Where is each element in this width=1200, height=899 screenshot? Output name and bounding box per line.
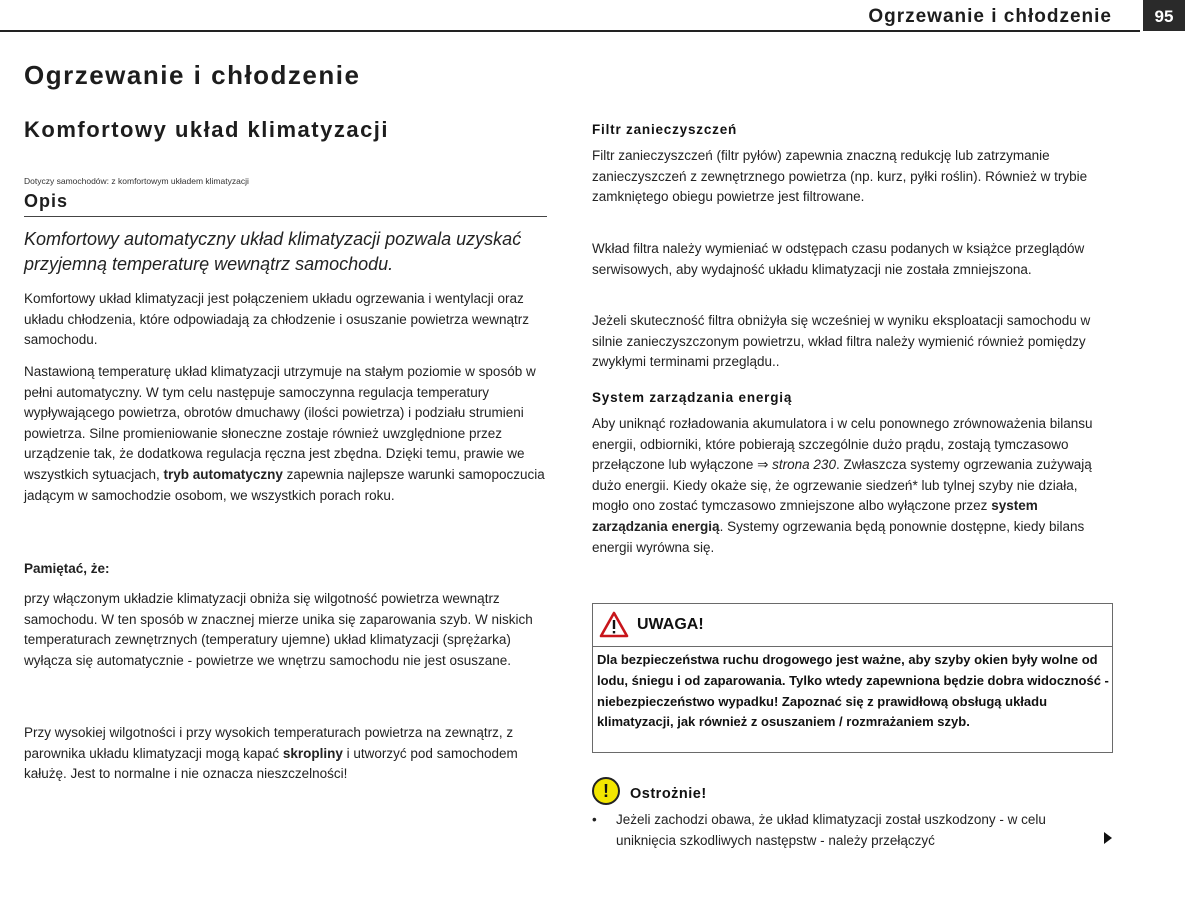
filter-paragraph-3 [592,311,1114,373]
remember-label-block [24,559,547,580]
bullet-dot: • [592,812,597,827]
chapter-title: Ogrzewanie i chłodzenie [24,60,361,90]
paragraph-intro [24,289,547,351]
paragraph-condensate-end: i utworzyć pod samochodem kałużę. Jest to normalne i nie oznacza nieszczelności! [24,745,518,782]
caution-bullet-text: Jeżeli zachodzi obawa, że układ klimatyzacji został uszkodzony - w celu uniknięcia szkodliwych następstw - należy przełączyć [616,812,1046,848]
filter-heading: Filtr zanieczyszczeń [592,122,738,137]
paragraph-humidity-text: przy włączonym układzie klimatyzacji obniża się wilgotność powietrza wewnątrz samochodu. W ten sposób w znacznej mierze unika się zaparowania szyb. W niskich temperaturach zewnętrznych (temperatury ujemne) układ klimatyzacji (sprężarka) wyłącza się automatycznie - powietrze we wnętrzu samochodu nie jest osuszane. [24,591,533,668]
lead-paragraph: Komfortowy automatyczny układ klimatyzacji pozwala uzyskać przyjemną temperaturę wewnątrz samochodu. [24,229,522,274]
energy-text-1: Aby uniknąć rozładowania akumulatora i w celu ponownego zrównoważenia bilansu energii, odbiorniki, które pobierają szczególnie dużo prądu, zostają tymczasowo przełączone lub wyłączone [592,416,1093,473]
remember-label: Pamiętać, że: [24,561,110,576]
paragraph-condensate-text: Przy wysokiej wilgotności i przy wysokich temperaturach powietrza na zewnątrz, z parownika układu klimatyzacji mogą kapać [24,725,514,761]
filter-paragraph-1 [592,146,1114,208]
header-rule [0,30,1140,32]
paragraph-auto-mode-text: Nastawioną temperaturę układ klimatyzacji utrzymuje na stałym poziomie w sposób w pełni automatyczny. W tym celu następuje samoczynna regulacja temperatury wypływającego powietrza, obrotów dmuchawy (ilości powietrza) i podziału strumieni powietrza. Silne promieniowanie słoneczne zostaje również uwzględnione przez urządzenie tak, że dodatkowa regulacja ręczna jest zbędna. Dzięki temu, prawie we wszystkich sytuacjach, [24,364,536,482]
energy-heading-block [592,390,1114,405]
subsection-title: Opis [24,191,69,211]
warning-header [593,604,1112,647]
running-header-title: Ogrzewanie i chłodzenie [868,6,1112,27]
warning-triangle-icon [599,611,629,638]
paragraph-intro-text: Komfortowy układ klimatyzacji jest połączeniem układu ogrzewania i wentylacji oraz układu chłodzenia, które odpowiadają za chłodzenie i osuszanie powietrza wewnątrz samochodu. [24,291,530,348]
applies-to-note: Dotyczy samochodów: z komfortowym układem klimatyzacji [24,176,249,186]
energy-paragraph [592,414,1114,558]
filter-paragraph-3-text: Jeżeli skuteczność filtra obniżyła się wcześniej w wyniku eksploatacji samochodu w silnie zanieczyszczonym powietrzu, wkład filtra należy wymienić również pomiędzy zwykłymi terminami przeglądu.. [592,313,1091,370]
warning-title: UWAGA! [637,616,704,633]
paragraph-humidity [24,589,547,671]
condensate-term: skropliny [282,745,343,761]
paragraph-auto-mode [24,362,547,506]
warning-box [592,603,1113,753]
page-reference-link[interactable]: ⇒ strona 230 [757,457,836,473]
page-number: 95 [1143,0,1185,31]
filter-heading-block [592,122,1114,137]
energy-system-term: system zarządzania energią [592,498,1038,534]
subsection-rule [24,216,547,217]
caution-title: Ostrożnie! [630,786,707,802]
energy-text-2: . Zwłaszcza systemy ogrzewania zużywają dużo energii. Kiedy okaże się, że ogrzewanie siedzeń* lub tylnej szyby nie działa, mogło ono zostać tymczasowo zmniejszone albo wyłączone przez [592,457,1092,514]
warning-text: Dla bezpieczeństwa ruchu drogowego jest ważne, aby szyby okien były wolne od lodu, śniegu i od zaparowania. Tylko wtedy zapewniona będzie dobra widoczność - niebezpieczeństwo wypadku! Zapoznać się z prawidłową obsługą układu klimatyzacji, jak również z osuszaniem / rozmrażaniem szyb. [597,652,1109,730]
paragraph-auto-mode-end: zapewnia najlepsze warunki samopoczucia jadącym w samochodzie osobom, we wszystkich porach roku. [24,466,545,503]
paragraph-condensate [24,723,547,785]
auto-mode-term: tryb automatyczny [163,466,283,482]
energy-text-3: . Systemy ogrzewania będą ponownie dostępne, kiedy bilans energii wyrówna się. [592,518,1085,555]
filter-paragraph-2 [592,239,1114,280]
continue-arrow-icon [1104,832,1112,844]
filter-paragraph-1-text: Filtr zanieczyszczeń (filtr pyłów) zapewnia znaczną redukcję lub zatrzymanie zanieczyszczeń z zewnętrznego powietrza (np. kurz, pyłki roślin). Również w trybie zamkniętego obiegu powietrze jest filtrowane. [592,148,1088,205]
section-title: Komfortowy układ klimatyzacji [24,117,390,142]
filter-paragraph-2-text: Wkład filtra należy wymieniać w odstępach czasu podanych w książce przeglądów serwisowych, aby wydajność układu klimatyzacji nie została zmniejszona. [592,241,1085,277]
energy-heading: System zarządzania energią [592,390,793,405]
caution-exclamation-icon: ! [592,777,620,805]
